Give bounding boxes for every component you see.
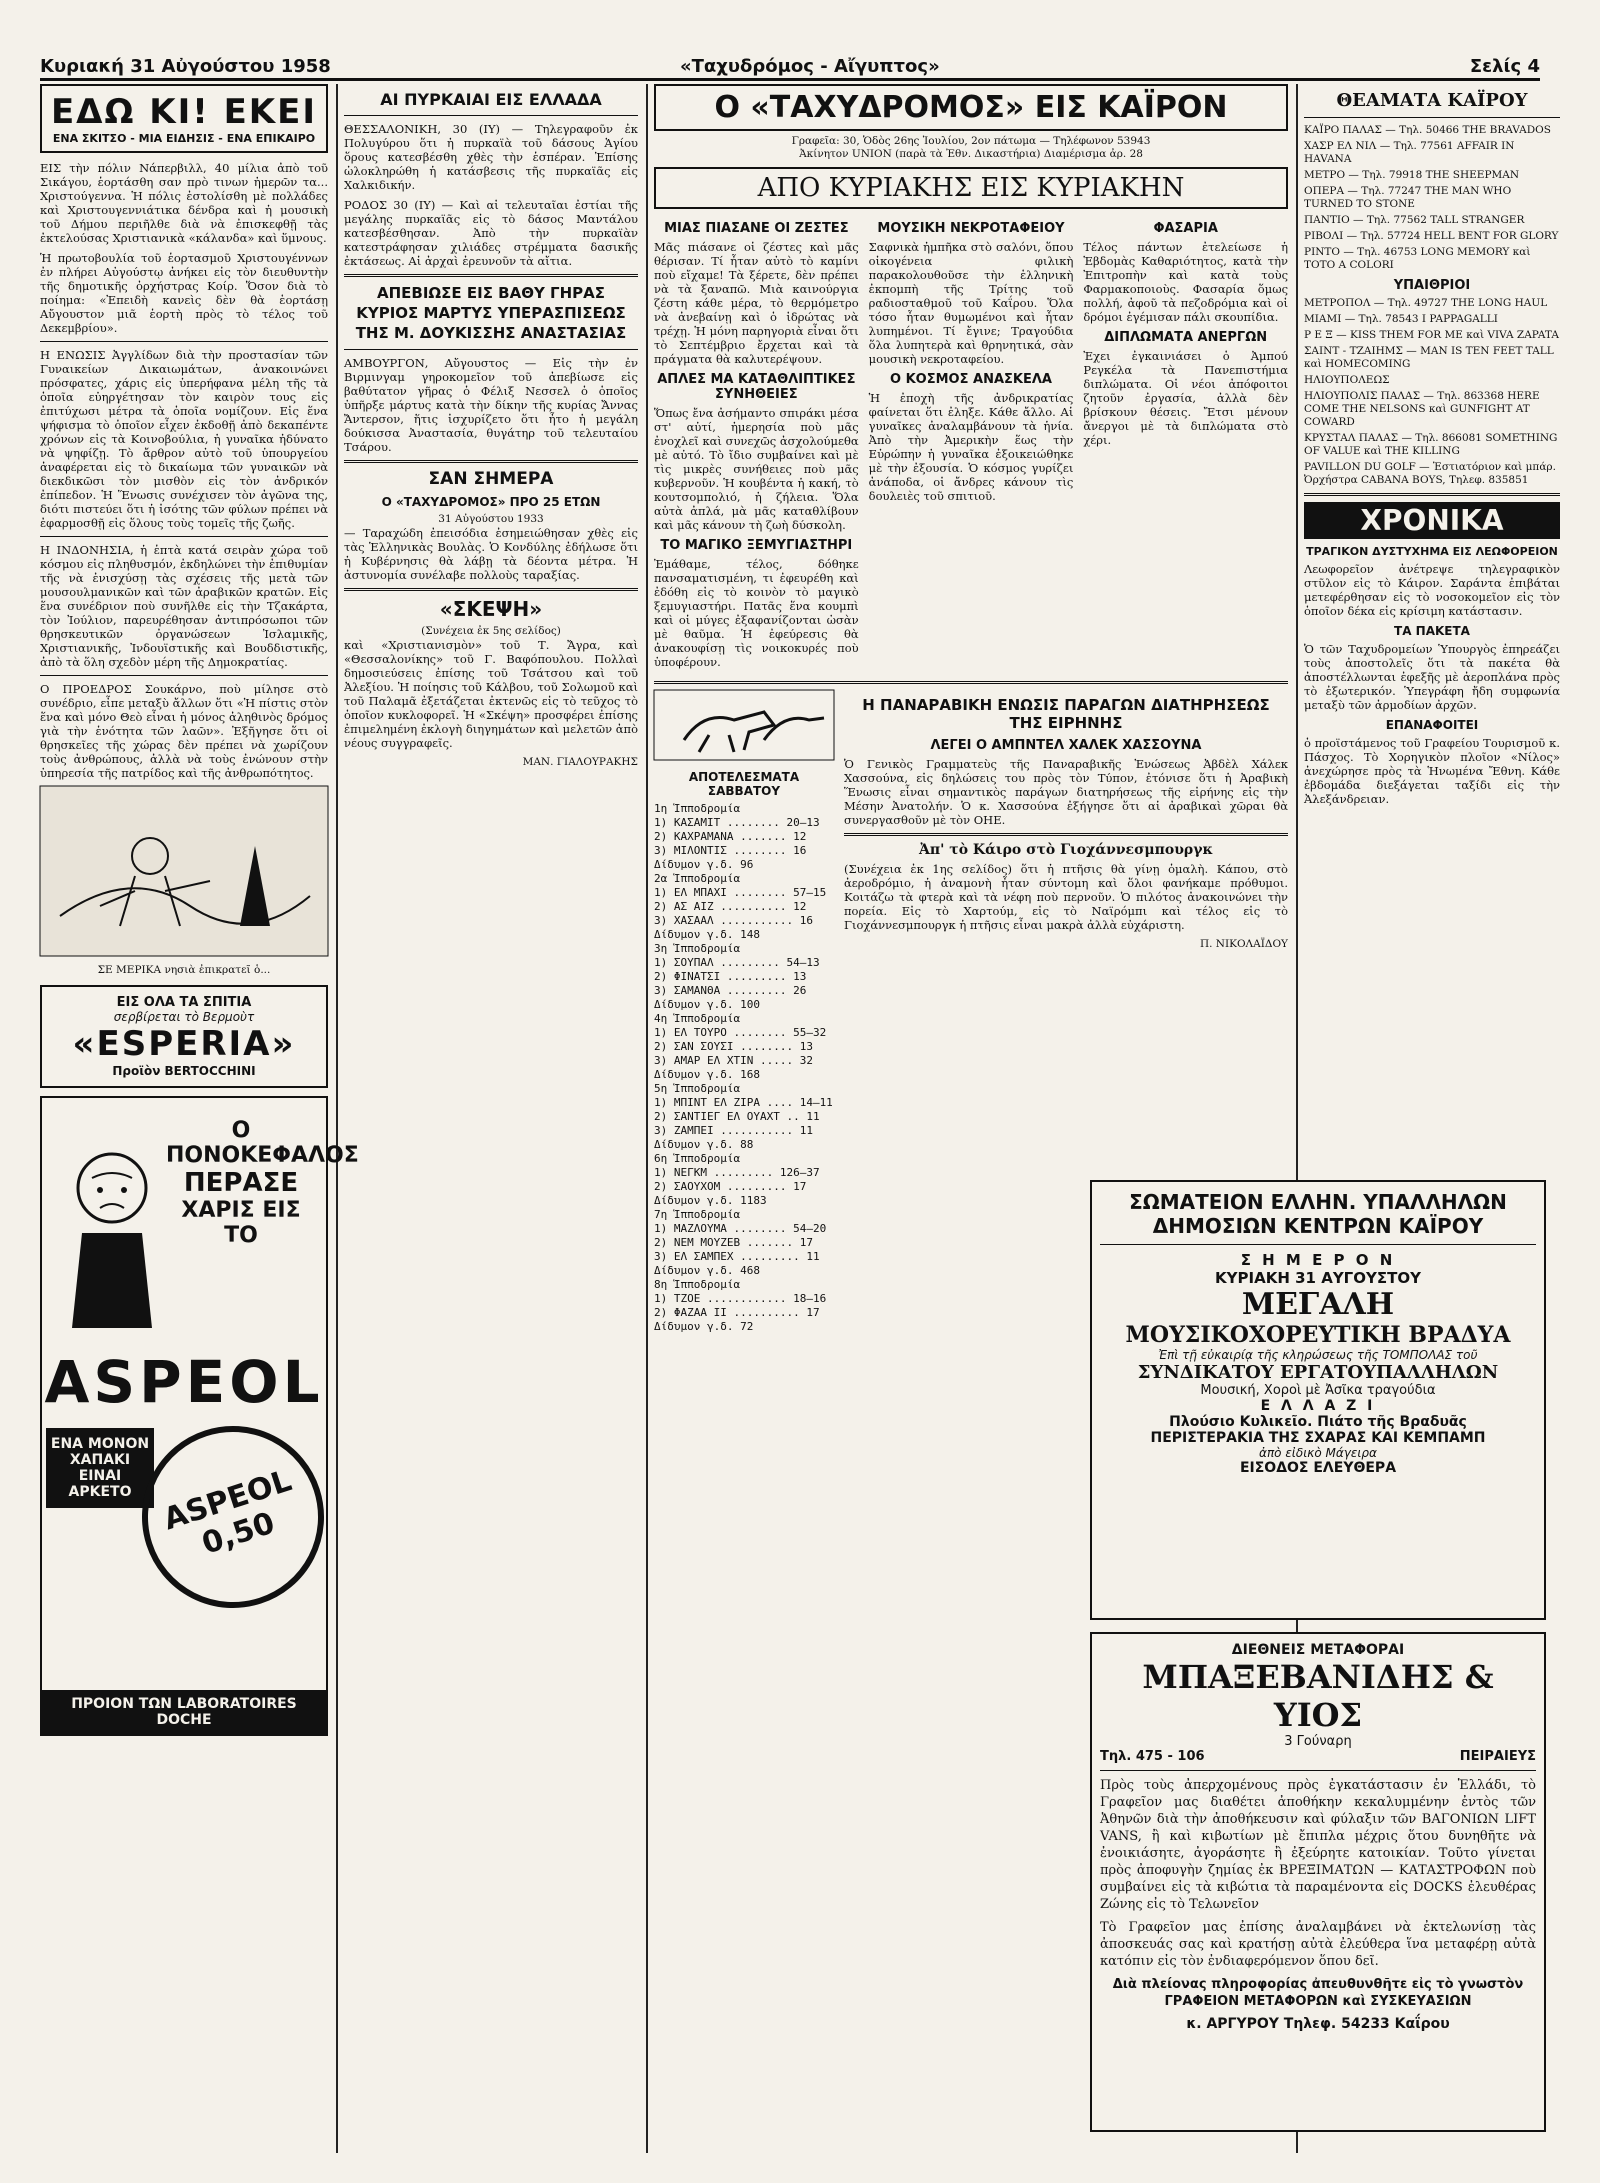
cinema-item: ΚΑΪΡΟ ΠΑΛΑΣ — Τηλ. 50466 THE BRAVADOS [1304,124,1551,136]
taxydromos-banner [654,84,1288,131]
kyriaki-heading: ΦΑΣΑΡΙΑ [1153,221,1218,236]
transport-paragraph: Πρὸς τοὺς ἀπερχομένους πρὸς ἐγκατάστασιν ἐν Ἑλλάδι, τὸ Γραφεῖον μας διαθέτει ἀποθήκην κεκαλυμμένην ἐντὸς τῶν Ἀθηνῶν διὰ τὴν ἀποθήκευσιν καὶ φύλαξιν τῶν ΒΑΓΟΝΙΩΝ LIFT VANS, ἢ καὶ κιβωτίων μὲ ἔπιπλα μέχρις ὅτου δυνηθῆτε νὰ ἐνοικιάσητε, ἀγοράσητε ἢ ἐξεύρητε κατοικίαν. Τοῦτο γίνεται πρὸς ἀποφυγὴν ζημίας ἐκ ΒΡΕΞΙΜΑΤΩΝ — ΚΑΤΑΣΤΡΟΦΩΝ ποὺ συμβαίνει εἰς τὰ κιβώτια τὰ παραμένοντα εἰς DOCKS ἐλευθέρας Ζώνης εἰς τὸ Τελωνεῖον [1100,1778,1536,1912]
esperia-brand: «ESPERIA» [72,1024,296,1064]
union-line1: ΣΩΜΑΤΕΙΟΝ ΕΛΛΗΝ. ΥΠΑΛΛΗΛΩΝ [1129,1190,1507,1214]
column-rule [336,84,338,2153]
race-row: Δίδυμον γ.δ. 468 [654,1264,760,1277]
article-paragraph: ΑΜΒΟΥΡΓΟΝ, Αὔγουστος — Εἰς τὴν ἐν Βιρμινγαμ γηροκομεῖον τοῦ ἀπεβίωσε εἰς βαθύτατον γῆρας ὁ Φέλιξ Νεσσελ ὁ ὁποῖος ὑπῆρξε μάρτυς κατὰ τὴν δίκην τῆς κυρίας Ἄννας Ἄντερσον, ἥτις ἰσχυρίζετο ὅτι ἦτο ἡ μεγάλη δούκισσα Ἀναστασία, θυγάτηρ τοῦ τελευταίου Τσάρου. [344,356,638,454]
race-row: 3) ΑΜΑΡ ΕΛ ΧΤΙΝ ..... 32 [654,1054,813,1067]
race-row: 1) ΝΕΓΚΜ ......... 126—37 [654,1166,820,1179]
on-this-day-subheadline: Ο «ΤΑΧΥΔΡΟΜΟΣ» ΠΡΟ 25 ΕΤΩΝ [381,495,601,509]
fires-headline: ΑΙ ΠΥΡΚΑΙΑΙ ΕΙΣ ΕΛΛΑΔΑ [380,90,602,109]
article-paragraph: ΘΕΣΣΑΛΟΝΙΚΗ, 30 (ΙΥ) — Τηλεγραφοῦν ἐκ Πολυγύρου ὅτι ἡ πυρκαϊὰ τοῦ δάσους Ἁγίου ὅρους κατεσβέσθη χθὲς τὴν ἑσπέραν. Ἐπίσης ὠλοκληρώθη ἡ κατάσβεσις τῆς πυρκαϊᾶς εἰς Χαλκιδικήν. [344,122,638,192]
article-paragraph: Η ΙΝΔΟΝΗΣΙΑ, ἡ ἑπτὰ κατά σειρὰν χώρα τοῦ κόσμου εἰς πληθυσμόν, ἐκδηλώνει τὴν ἐπιθυμίαν τῆς νὰ ἐνισχύσῃ τὰς σχέσεις τῆς μετὰ τῶν μουσουλμανικῶν καὶ τῶν ἀραβικῶν κρατῶν. Εἰς ἕνα συνέδριον ποὺ συνῆλθε εἰς τὴν Τζακάρτα, τὸν Ἰούλιον, παρευρέθησαν ἀντιπρόσωποι τῶν θρησκευτικῶν ὀργανώσεων Ἰσλαμικῆς, Χριστιανικῆς, Ἰνδουϊστικῆς καὶ Βουδδιστικῆς, ἀπὸ τὰ ὅλη σχεδὸν μέρη τῆς Δημοκρατίας. [40,543,328,669]
aspeol-line3: ΧΑΡΙΣ ΕΙΣ ΤΟ [181,1198,301,1248]
kyriaki-heading: Ο ΚΟΣΜΟΣ ΑΝΑΣΚΕΛΑ [890,372,1052,387]
article-paragraph: Ὅπως ἔνα ἀσήμαντο σπιράκι μέσα στ' αὐτί, ἡμερησία ποὺ μᾶς ἐνοχλεῖ καὶ συνεχῶς ἀσχολούμεθα μὲ αὐτό. Τὸ ἴδιο συμβαίνει καὶ μὲ τὶς μικρὲς συνήθειες ποὺ μᾶς κυβερνοῦν. Ἡ κουβέντα ἡ κακή, τὸ κουτσομπολιό, ἡ ζήλεια. Ὅλα αὐτὰ ἀπλά, μὰ μᾶς καταθλίβουν καὶ μᾶς κάνουν τὴ ζωὴ δύσκολη. [654,406,859,532]
race-row: 3) ΜΙΛΟΝΤΙΣ ........ 16 [654,844,807,857]
cinema-list [1304,124,1560,272]
transport-contact: κ. ΑΡΓΥΡΟΥ Τηλεφ. 54233 Καΐρου [1186,2016,1450,2032]
office-address-1: Γραφεῖα: 30, Ὁδὸς 26ης Ἰουλίου, 2ον πάτωμα — Τηλέφωνον 53943 [791,135,1151,147]
race-row: 4η Ἱπποδρομία [654,1012,741,1025]
outdoor-cinema-item: ΜΙΑΜΙ — Τηλ. 78543 I PAPPAGALLI [1304,313,1498,325]
article-paragraph: ὁ προϊστάμενος τοῦ Γραφείου Τουρισμοῦ κ. Πάσχος. Τὸ Χορηγικὸν πλοῖον «Νίλος» ἀνεχώρησε πρὸς τὰ Ἡνωμένα Ἔθνη. Κάθε ἐβδομάδα διεξάγεται ταξίδι εἰς τὴν Ἀλεξάνδρειαν. [1304,736,1560,806]
article-paragraph: Ἡ πρωτοβουλία τοῦ ἑορτασμοῦ Χριστουγέννων ἐν πλήρει Αὐγούστῳ ἀνήκει εἰς τὸν διευθυντὴν τῆς δημοτικῆς ὀρχήστρας Κοίρ. Ὅσον διὰ τὸ ποίημα: «Ἐπειδὴ κανεὶς δὲν θὰ ἑορτάσῃ Αὔγουστον μιᾶ ἑορτὴ πρὸς τὸ τέλος τοῦ Δεκεμβρίου». [40,251,328,335]
outdoor-cinema-item: Ρ Ε Ξ — KISS THEM FOR ME καὶ VIVA ZAPATA [1304,329,1559,341]
race-row: 1) ΜΠΙΝΤ ΕΛ ΖΙΡΑ .... 14—11 [654,1096,833,1109]
column-here-and-there [40,84,359,2153]
article-paragraph: Σαφνικὰ ἠμπῆκα στὸ σαλόνι, ὅπου οἰκογένεια φιλικὴ παρακολουθοῦσε τὴν ἑλληνικὴ ἐκπομπὴ τῆς Τρίτης τοῦ ραδιοσταθμοῦ τοῦ Καΐρου. Ὅλα τόσο ἦταν θυμωμένοι καὶ ἦταν λυπημένοι. Τί ἔγινε; Τραγούδια ὅλα λυπητερὰ καὶ θρηνητικά, σὰν μουσικὴ νεκροταφείου. [868,240,1074,366]
esperia-line2: σερβίρεται τὸ Βερμοὺτ [113,1010,255,1024]
union-line9: Μουσική, Χοροὶ μὲ Ἀσῖκα τραγούδια [1200,1383,1436,1398]
kyriaki-heading: ΔΙΠΛΩΜΑΤΑ ΑΝΕΡΓΩΝ [1104,330,1268,345]
race-row: 1) ΕΛ ΤΟΥΡΟ ........ 55—32 [654,1026,827,1039]
cairo-signature: Π. ΝΙΚΟΛΑΪΔΟΥ [1199,938,1288,950]
union-line10: Ε Λ Λ Α Ζ Ι [1260,1398,1376,1414]
outdoor-cinema-item: ΗΛΙΟΥΠΟΛΙΣ ΠΑΛΑΣ — Τηλ. 863368 HERE COME THE NELSONS καὶ GUNFIGHT AT COWARD [1304,390,1540,428]
cinema-item: ΠΑΝΤΙΟ — Τηλ. 77562 TALL STRANGER [1304,214,1525,226]
aspeol-advert [40,1096,359,1736]
union-line2: ΔΗΜΟΣΙΩΝ ΚΕΝΤΡΩΝ ΚΑΪΡΟΥ [1152,1214,1484,1238]
man-with-headache-icon [52,1138,172,1338]
on-this-day-date: 31 Αὐγούστου 1933 [438,513,544,525]
masthead-paper: «Ταχυδρόμος - Αἴγυπτος» [680,56,940,77]
transport-line3: 3 Γούναρη [1284,1734,1352,1749]
race-row: 8η Ἱπποδρομία [654,1278,741,1291]
aspeol-side4: ΑΡΚΕΤΟ [68,1484,132,1500]
race-row: 3) ΕΛ ΣΑΜΠΕΧ ......... 11 [654,1250,820,1263]
union-line3: Σ Η Μ Ε Ρ Ο Ν [1240,1251,1396,1269]
article-paragraph: Τέλος πάντων ἐτελείωσε ἡ Ἑβδομὰς Καθαριότητος, κατὰ τὴν Ἐπιτροπὴν καὶ κατὰ τοὺς Φαρμακοποιοὺς. Φασαρία ὅμως πολλή, ἀφοῦ τὰ πεζοδρόμια καὶ οἱ δρόμοι ἐγέμισαν πάλι σκουπίδια. [1083,240,1289,324]
race-row: 2) ΣΑΝΤΙΕΓ ΕΛ ΟΥΑΧΤ .. 11 [654,1110,820,1123]
panarab-headline: Η ΠΑΝΑΡΑΒΙΚΗ ΕΝΩΣΙΣ ΠΑΡΑΓΩΝ ΔΙΑΤΗΡΗΣΕΩΣ ΤΗΣ ΕΙΡΗΝΗΣ [862,696,1270,732]
transport-line2: ΜΠΑΞΕΒΑΝΙΔΗΣ & ΥΙΟΣ [1142,1658,1494,1734]
union-line4: ΚΥΡΙΑΚΗ 31 ΑΥΓΟΥΣΤΟΥ [1215,1269,1421,1287]
race-row: Δίδυμον γ.δ. 168 [654,1068,760,1081]
outdoor-cinema-item: ΗΛΙΟΥΠΟΛΕΩΣ [1304,374,1390,386]
office-address-2: Ἀκίνητον UNION (παρὰ τὰ Ἐθν. Δικαστήρια) Διαμέρισμα ἀρ. 28 [799,148,1143,160]
outdoor-cinema-item: ΚΡΥΣΤΑΛ ΠΑΛΑΣ — Τηλ. 866081 SOMETHING OF VALUE καὶ THE KILLING [1304,432,1558,457]
race-row: 3) ΧΑΣΑΑΛ ........... 16 [654,914,813,927]
race-row: 1η Ἱπποδρομία [654,802,741,815]
race-row: 2) ΦΙΝΑΤΣΙ ......... 13 [654,970,807,983]
chronika-heading: ΤΡΑΓΙΚΟΝ ΔΥΣΤΥΧΗΜΑ ΕΙΣ ΛΕΩΦΟΡΕΙΟΝ [1306,545,1558,558]
races-list [654,802,834,1334]
races-results [654,690,834,1334]
transport-line1: ΔΙΕΘΝΕΙΣ ΜΕΤΑΦΟΡΑΙ [1231,1642,1405,1658]
cairo-johannesburg-headline: Ἀπ' τὸ Κάιρο στὸ Γιοχάννεσμπουργκ [919,842,1213,858]
aspeol-line2: ΠΕΡΑΣΕ [183,1168,299,1198]
article-paragraph: (Συνέχεια ἐκ 1ης σελίδος) ὅτι ἡ πτῆσις θὰ γίνῃ ὁμαλὴ. Κάπου, στὸ ἀεροδρόμιο, ἡ ἀναμονὴ ἦταν σύντομη καὶ ὅλοι φανήκαμε πρόθυμοι. Κοιτάζω τὰ φτερὰ καὶ τὰ νέφη ποὺ περνοῦν. Ὁ πιλότος ἀνακοινώνει τὴν πορεία. Εἰς τὸ Χαρτούμ, εἰς τὸ Ναϊρόμπι καὶ τέλος εἰς τὸ Γιοχάννεσμπουργκ ἡ πτῆσις εἶναι μακρὰ ἀλλὰ εὐχάριστη. [844,862,1288,932]
article-paragraph: Ἡ ἐποχὴ τῆς ἀνδρικρατίας φαίνεται ὅτι ἐληξε. Κάθε ἄλλο. Αἱ γυναῖκες ἀναλαμβάνουν τὰ ἡνία. Ἀπὸ τὴν Ἀμερικὴν ἕως τὴν Εὐρώπην ἡ γυναῖκα ἐξοικειώθηκε μὲ τὴν ἐξουσία. Ὁ κόσμος γυρίζει ἀνάποδα, οἱ ἄνδρες κάνουν τὶς δουλειὲς τοῦ σπιτιοῦ. [868,391,1074,503]
race-row: 2) ΣΑΝ ΣΟΥΣΙ ........ 13 [654,1040,813,1053]
sunday-column-right [1083,215,1288,675]
transport-line5: ΠΕΙΡΑΙΕΥΣ [1459,1749,1536,1764]
witness-headline: ΑΠΕΒΙΩΣΕ ΕΙΣ ΒΑΘΥ ΓΗΡΑΣ ΚΥΡΙΟΣ ΜΑΡΤΥΣ ΥΠΕΡΑΣΠΙΣΕΩΣ ΤΗΣ Μ. ΔΟΥΚΙΣΣΗΣ ΑΝΑΣΤΑΣΙΑΣ [355,284,627,342]
outdoor-cinema-item: PAVILLON DU GOLF — Ἑστιατόριον καὶ μπάρ. Ὀρχήστρα CABANA BOYS, Τηλεφ. 835851 [1304,461,1556,486]
column-news [344,84,638,2153]
aspeol-footer: ΠΡΟΙΟΝ ΤΩΝ LABORATOIRES DOCHE [42,1690,326,1734]
races-title: ΑΠΟΤΕΛΕΣΜΑΤΑ ΣΑΒΒΑΤΟΥ [688,770,800,798]
race-row: 3η Ἱπποδρομία [654,942,741,955]
article-paragraph: Ὁ Γενικὸς Γραμματεὺς τῆς Παναραβικῆς Ἑνώσεως Ἀβδὲλ Χάλεκ Χασσούνα, εἰς δηλώσεις του πρὸς τὸν Τύπον, ἐτόνισε ὅτι ἡ Ἀραβικὴ Ἕνωσις εἶναι σημαντικὸς παράγων διατηρήσεως τῆς εἰρήνης εἰς τὴν Μέσην Ἀνατολήν. Ὁ κ. Χασσούνα ἐξήγησε ὅτι αἱ ἀραβικαὶ χῶραι θὰ συνεργασθοῦν μὲ τὸν ΟΗΕ. [844,757,1288,827]
race-row: Δίδυμον γ.δ. 96 [654,858,754,871]
sunday-section-header [654,167,1288,209]
race-row: 5η Ἱπποδρομία [654,1082,741,1095]
article-paragraph: ΕΙΣ τὴν πόλιν Νάπερβιλλ, 40 μίλια ἀπὸ τοῦ Σικάγου, ἑορτάσθη σαν πρὸ τινων ἡμερῶν τα... Χριστούγεννα. Ἡ πόλις ἐστολίσθη μὲ πολλάδες καὶ Χριστουγεννιάτικα δένδρα καὶ ἡ μουσικὴ τοῦ Δήμου περιῆλθε διὰ νὰ ἐπισκεφθῇ τὰς ἐκτελούσας Χριστιανικὰ «κάλανδα» καὶ ὕμνους. [40,161,328,245]
skepsi-headline: «ΣΚΕΨΗ» [439,597,543,621]
cinema-item: ΜΕΤΡΟ — Τηλ. 79918 THE SHEEPMAN [1304,169,1520,181]
race-row: 1) ΤΖΟΕ ............ 18—16 [654,1292,827,1305]
here-there-subtitle: ΕΝΑ ΣΚΙΤΣΟ - ΜΙΑ ΕΙΔΗΣΙΣ - ΕΝΑ ΕΠΙΚΑΙΡΟ [52,132,316,145]
sunday-section-title: ΑΠΟ ΚΥΡΙΑΚΗΣ ΕΙΣ ΚΥΡΙΑΚΗΝ [757,173,1185,203]
union-line7: Ἐπὶ τῇ εὐκαιρίᾳ τῆς κληρώσεως τῆς ΤΟΜΠΟΛΑΣ τοῦ [1158,1348,1478,1362]
article-paragraph: Ὁ τῶν Ταχυδρομείων Ὑπουργὸς ἐπηρεάζει τοὺς ἀποστολεῖς ὅτι τὰ πακέτα θὰ ἀποστέλλωνται ἐφεξῆς μὲ ἀεροπλάνα πρὸς τὸ ἐξωτερικόν. Ὑπεγράφη ἤδη συμφωνία μεταξὺ τῶν ἁρμοδίων ἀρχῶν. [1304,642,1560,712]
union-line14: ΕΙΣΟΔΟΣ ΕΛΕΥΘΕΡΑ [1239,1460,1397,1476]
aspeol-side3: ΕΙΝΑΙ [78,1468,122,1484]
masthead-page-number: Σελίς 4 [1469,56,1540,77]
race-row: Δίδυμον γ.δ. 148 [654,928,760,941]
race-row: Δίδυμον γ.δ. 72 [654,1320,754,1333]
island-sketch-illustration [40,786,328,956]
union-advert [1090,1180,1546,1620]
cinema-item: ΧΑΣΡ ΕΛ ΝΙΛ — Τηλ. 77561 AFFAIR IN HAVANA [1304,140,1515,165]
esperia-line1: ΕΙΣ ΟΛΑ ΤΑ ΣΠΙΤΙΑ [116,995,252,1010]
article-paragraph: Η ΕΝΩΣΙΣ Ἀγγλίδων διὰ τὴν προστασίαν τῶν Γυναικείων Δικαιωμάτων, ἀνακοινώνει πρόσφατες, χάρις εἰς ὑπερήφανα μέλη τῆς τὰ ὁποῖα εὐηργέτησαν τὸν καιρὸν τους εἰς ἐπιτύχωσι μέτρα τὰ ὁποῖα νομίζουν. Εἰς ἕνα ψήφισμα τὸ ὁποῖον εἶχεν ἐκδοθῇ ἀπὸ δεκαπέντε χρόνων εἰς τὰ Κοινοβούλια, ἡ γυναῖκα ἠδύνατο νὰ ψηφίζῃ. Τὸ ἄρθρον αὐτὸ τοῦ ὑπουργείου ἀναφέρεται εἰς τὸ δικαίωμα τῶν γυναικῶν νὰ διεκδικῶσι τὸν μισθὸν εἰς τὸν ἀνδρικόν ἐπίπεδον. Ἡ Ἕνωσις συνέχισεν τὸν ἀγῶνα της, διότι πιστεύει ὅτι ἡ ἰσότης τῶν φύλων πρέπει νὰ ἐφαρμοσθῇ εἰς ὅλους τοὺς τομεῖς τῆς ζωῆς. [40,348,328,530]
transport-paragraph: Τὸ Γραφεῖον μας ἐπίσης ἀναλαμβάνει νὰ ἐκτελωνίσῃ τὰς ἀποσκευάς σας καὶ κρατήσῃ αὐτὰ ἐλεύθερα ἵνα μεταφέρῃ αὐτὰ κατόπιν εἰς τὸν ἐνδιαφερόμενον ὅπου δεῖ. [1100,1920,1536,1969]
article-paragraph: Ο ΠΡΟΕΔΡΟΣ Σουκάρνο, ποὺ μίλησε στὸ συνέδριο, εἶπε μεταξὺ ἄλλων ὅτι «Ἡ πίστις στὸν ἕνα καὶ μόνο Θεὸ εἶναι ἡ μόνος ἀληθινὸς δρόμος γιὰ τὴν ἑνότητα τῶν λαῶν». Ἐξῆγησε ὅτι οἱ θρησκεῖες τῆς χώρας δὲν πρέπει νὰ χωρίζουν τοὺς ἀνθρώπους, ἀλλὰ νὰ τοὺς ἐνώνουν στὴν ὑπηρεσία τῆς πατρίδος καὶ τῆς ἀνθρωπότητος. [40,682,328,780]
skepsi-continuation: (Συνέχεια ἐκ 5ης σελίδος) [421,625,561,637]
transport-advert [1090,1632,1546,2132]
article-paragraph: Ἐμάθαμε, τέλος, δόθηκε πανσαματισμένη, τι ἐφευρέθη καὶ ἐδόθη εἰς τὸ κοινὸν τὸ μαγικὸ ξεμυγιαστήρι. Πατᾶς ἕνα κουμπὶ καὶ οἱ μύγες ἐξαφανίζονται ὡσὰν μὲ θαῦμα. Ἡ ἐφεύρεσις θὰ ἀνακουφίσῃ τὶς νοικοκυρές ποὺ ὑποφέρουν. [654,557,859,669]
kyriaki-heading: ΜΟΥΣΙΚΗ ΝΕΚΡΟΤΑΦΕΙΟΥ [877,221,1065,236]
race-row: 2) ΣΑΟΥΧΟΜ ......... 17 [654,1180,807,1193]
outdoor-list [1304,297,1560,487]
transport-line4: Τηλ. 475 - 106 [1100,1749,1205,1764]
union-line8: ΣΥΝΔΙΚΑΤΟΥ ΕΡΓΑΤΟΥΠΑΛΛΗΛΩΝ [1137,1362,1499,1383]
race-row: 2) ΦΑΖΑΑ ΙΙ .......... 17 [654,1306,820,1319]
race-row: 2) ΑΣ ΑΙΖ .......... 12 [654,900,807,913]
cinema-item: ΡΙΒΟΛΙ — Τηλ. 57724 HELL BENT FOR GLORY [1304,230,1559,242]
here-there-title: ΕΔΩ ΚΙ! ΕΚΕΙ [50,92,318,132]
article-paragraph: καὶ «Χριστιανισμὸν» τοῦ Τ. Ἄγρα, καὶ «Θεσσαλονίκης» τοῦ Γ. Βαφόπουλου. Πολλαὶ δημοσιεύσεις ἐπίσης τοῦ Τσάτσου καὶ τοῦ Ἀλεξίου. Ἡ ποίησις τοῦ Κάλβου, τοῦ Σολωμοῦ καὶ τοῦ Παλαμᾶ ἐξετάζεται ἐκτενῶς εἰς τὸ τεῦχος τὸ ὁποῖον κυκλοφορεῖ. Ἡ «Σκέψη» προσφέρει ἐπίσης ἐπιμελημένη ἐκλογὴ διηγημάτων καὶ μελετῶν ἀπὸ νέους συγγραφεῖς. [344,638,638,750]
union-line13: ἀπὸ εἰδικὸ Μάγειρα [1259,1446,1377,1460]
race-row: 1) ΜΑΖΛΟΥΜΑ ........ 54—20 [654,1222,827,1235]
on-this-day-headline: ΣΑΝ ΣΗΜΕΡΑ [428,469,554,489]
race-row: 7η Ἱπποδρομία [654,1208,741,1221]
aspeol-brand: ASPEOL [44,1348,324,1416]
race-row: 1) ΕΛ ΜΠΑΧΙ ........ 57—15 [654,886,827,899]
esperia-line3: Προϊὸν BERTOCCHINI [112,1064,256,1078]
union-line11: Πλούσιο Κυλικεῖο. Πιάτο τῆς Βραδυᾶς [1169,1414,1467,1430]
outdoor-headline: ΥΠΑΙΘΡΙΟΙ [1393,278,1471,293]
cinema-item: ΟΠΕΡΑ — Τηλ. 77247 THE MAN WHO TURNED TO STONE [1304,185,1512,210]
race-row: Δίδυμον γ.δ. 100 [654,998,760,1011]
here-there-header [40,84,328,153]
sunday-column-left [654,215,859,675]
article-paragraph: — Ταραχώδη ἐπεισόδια ἐσημειώθησαν χθὲς εἰς τὰς Ἑλληνικὰς Βουλὰς. Ὁ Κονδύλης ἐδήλωσε ὅτι ἡ Κυβέρνησις θὰ λάβῃ τὰ δέοντα μέτρα. Ἡ ἀστυνομία συνέλαβε πολλοὺς ταραξίας. [344,526,638,582]
aspeol-line1: Ο ΠΟΝΟΚΕΦΑΛΟΣ [166,1118,359,1168]
race-row: 2α Ἱπποδρομία [654,872,741,885]
union-line6: ΜΟΥΣΙΚΟΧΟΡΕΥΤΙΚΗ ΒΡΑΔΥΑ [1125,1322,1511,1348]
race-row: 1) ΚΑΣΑΜΙΤ ........ 20—13 [654,816,820,829]
race-row: 3) ΣΑΜΑΝΘΑ ......... 26 [654,984,807,997]
transport-paragraph: Διὰ πλείονας πληροφορίας ἀπευθυνθῆτε εἰς τὸ γνωστὸν ΓΡΑΦΕΙΟΝ ΜΕΤΑΦΟΡΩΝ καὶ ΣΥΣΚΕΥΑΣΙΩΝ [1112,1977,1524,2009]
race-row: 3) ΖΑΜΠΕΙ ........... 11 [654,1124,813,1137]
article-paragraph: Ἐχει ἐγκαινιάσει ὁ Ἀμπού Ρεγκέλα τὰ Πανεπιστήμια διπλώματα. Οἱ νέοι ἀπόφοιτοι ζητοῦν ἐργασία, ἀλλὰ δὲν βρίσκουν θέσεις. Ἔτσι μένουν ἄνεργοι μὲ τὰ διπλώματα στὸ χέρι. [1083,349,1289,447]
masthead [40,56,1540,81]
masthead-date: Κυριακή 31 Αὐγούστου 1958 [40,56,331,77]
kyriaki-heading: ΤΟ ΜΑΓΙΚΟ ΞΕΜΥΓΙΑΣΤΗΡΙ [660,538,853,553]
column-rule [646,84,648,2153]
race-row: 6η Ἱπποδρομία [654,1152,741,1165]
esperia-advert [40,985,328,1088]
kyriaki-heading: ΑΠΛΕΣ ΜΑ ΚΑΤΑΘΛΙΠΤΙΚΕΣ ΣΥΝΗΘΕΙΕΣ [657,372,856,402]
banner-title: Ο «ΤΑΧΥΔΡΟΜΟΣ» ΕΙΣ ΚΑΪΡΟΝ [714,90,1228,125]
race-row: 2) ΝΕΜ ΜΟΥΖΕΒ ....... 17 [654,1236,813,1249]
race-row: 1) ΣΟΥΠΑΛ ......... 54—13 [654,956,820,969]
cinema-item: ΡΙΝΤΟ — Τηλ. 46753 LONG MEMORY καὶ ΤΟΤΟ A COLORI [1304,246,1531,271]
race-row: 2) ΚΑΧΡΑΜΑΝΑ ....... 12 [654,830,807,843]
article-paragraph: Μᾶς πιάσανε οἱ ζέστες καὶ μᾶς θέρισαν. Τί ἦταν αὐτὸ τὸ καμίνι ποὺ εἴχαμε! Τὰ ξέρετε, δὲν πρέπει νὰ τὰ ξαναπῶ. Μιὰ καινούργια ζέστη κάθε μέρα, τὸ θερμόμετρο νὰ ἀνεβαίνῃ καὶ ὁ ἱδρώτας νὰ τρέχῃ. Ἡ μόνη παρηγοριὰ εἶναι ὅτι τὸ Σεπτέμβριο ἔρχεται καὶ τὰ πράγματα θὰ καλυτερέψουν. [654,240,859,366]
chronika-heading: ΤΑ ΠΑΚΕΤΑ [1394,624,1470,638]
article-paragraph: ΡΟΔΟΣ 30 (ΙΥ) — Καὶ αἱ τελευταῖαι ἐστίαι τῆς μεγάλης πυρκαϊᾶς εἰς τὸ δάσος Μαντάλου κατεσβέσθησαν. Ἀπὸ τὴν πυρκαϊὰν κατεστράφησαν χιλιάδες στρέμματα δασικῆς ἐκτάσεως. Αἱ ἀρχαὶ ἐρευνοῦν τὰ αἴτια. [344,198,638,268]
panarab-subheadline: ΛΕΓΕΙ Ο ΑΜΠΝΤΕΛ ΧΑΛΕΚ ΧΑΣΣΟΥΝΑ [930,738,1202,753]
union-line12: ΠΕΡΙΣΤΕΡΑΚΙΑ ΤΗΣ ΣΧΑΡΑΣ ΚΑΙ ΚΕΜΠΑΜΠ [1150,1430,1486,1446]
article-paragraph: Λεωφορεῖον ἀνέτρεψε τηλεγραφικὸν στῦλον εἰς τὸ Κάιρον. Σαράντα ἐπιβάται μετεφέρθησαν εἰς τὸ νοσοκομεῖον εἰς τὸν ὁποῖον δέκα εἰς κρίσιμη κατάστασιν. [1304,562,1560,618]
outdoor-cinema-item: ΣΑΙΝΤ - ΤΖΑΙΗΜΣ — MAN IS TEN FEET TALL καὶ HOMECOMING [1304,345,1554,370]
outdoor-cinema-item: ΜΕΤΡΟΠΟΛ — Τηλ. 49727 THE LONG HAUL [1304,297,1548,309]
race-row: Δίδυμον γ.δ. 1183 [654,1194,767,1207]
shows-headline: ΘΕΑΜΑΤΑ ΚΑΪΡΟΥ [1336,90,1528,111]
sunday-column-middle [869,215,1074,675]
sketch-caption: ΣΕ ΜΕΡΙΚΑ νησιὰ ἐπικρατεῖ ὁ... [97,964,271,976]
skepsi-signature: ΜΑΝ. ΓΙΑΛΟΥΡΑΚΗΣ [522,756,638,768]
horse-race-icon [654,690,834,760]
aspeol-side2: ΧΑΠΑΚΙ [69,1452,131,1468]
race-row: Δίδυμον γ.δ. 88 [654,1138,754,1151]
union-line5: ΜΕΓΑΛΗ [1241,1287,1395,1322]
aspeol-pill-icon: ASPEOL 0,50 [118,1402,347,1631]
aspeol-side1: ΕΝΑ ΜΟΝΟΝ [50,1436,150,1452]
chronika-heading: ΕΠΑΝΑΦΟΙΤΕΙ [1385,718,1479,732]
kyriaki-heading: ΜΙΑΣ ΠΙΑΣΑΝΕ ΟΙ ΖΕΣΤΕΣ [664,221,849,236]
chronika-banner: ΧΡΟΝΙΚΑ [1304,502,1560,539]
